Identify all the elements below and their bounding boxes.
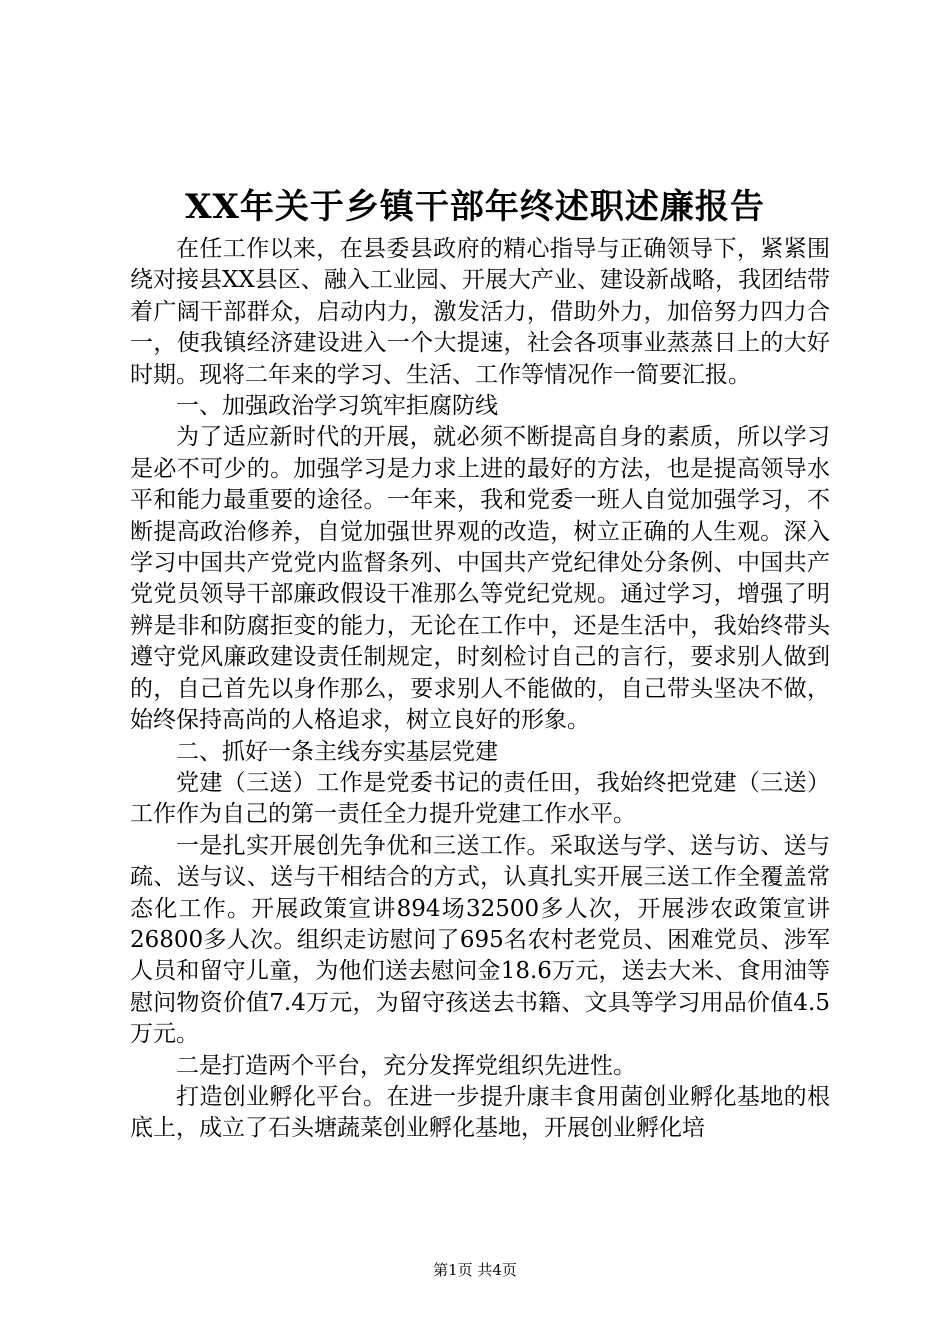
paragraph-study: 为了适应新时代的开展，就必须不断提高自身的素质，所以学习是必不可少的。加强学习是力求上进的最好的方法，也是提高领导水平和能力最重要的途径。一年来，我和党委一班人自觉加强学习，不断提高政治修养，自觉加强世界观的改造，树立正确的人生观。深入学习中国共产党党内监督条列、中国共产党纪律处分条例、中国共产党党员领导干部廉政假设干准那么等党纪党规。通过学习，增强了明辨是非和防腐拒变的能力，无论在工作中，还是生活中，我始终带头遵守党风廉政建设责任制规定，时刻检讨自己的言行，要求别人做到的，自己首先以身作那么，要求别人不能做的，自己带头坚决不做，始终保持高尚的人格追求，树立良好的形象。 (130, 424, 830, 734)
paragraph-two-platforms: 二是打造两个平台，充分发挥党组织先进性。 (176, 1052, 636, 1079)
paragraph-incubation: 打造创业孵化平台。在进一步提升康丰食用菌创业孵化基地的根底上，成立了石头塘蔬菜创业孵化基地，开展创业孵化培 (130, 1083, 830, 1142)
section-heading-2: 二、抓好一条主线夯实基层党建 (176, 738, 498, 765)
paragraph-party-building: 党建（三送）工作是党委书记的责任田，我始终把党建（三送）工作作为自己的第一责任全力提升党建工作水平。 (130, 769, 830, 828)
document-body (130, 234, 830, 1145)
document-title: XX年关于乡镇干部年终述职述廉报告 (185, 187, 765, 227)
page-footer: 第1页 共4页 (433, 1261, 517, 1279)
section-heading-1: 一、加强政治学习筑牢拒腐防线 (176, 393, 498, 420)
paragraph-three-sends: 一是扎实开展创先争优和三送工作。采取送与学、送与访、送与疏、送与议、送与干相结合的方式，认真扎实开展三送工作全覆盖常态化工作。开展政策宣讲894场32500多人次，开展涉农政策宣讲26800多人次。组织走访慰问了695名农村老党员、困难党员、涉军人员和留守儿童，为他们送去慰问金18.6万元，送去大米、食用油等慰问物资价值7.4万元，为留守孩送去书籍、文具等学习用品价值4.5万元。 (130, 832, 830, 1048)
paragraph-intro: 在任工作以来，在县委县政府的精心指导与正确领导下，紧紧围绕对接县XX县区、融入工业园、开展大产业、建设新战略，我团结带着广阔干部群众，启动内力，激发活力，借助外力，加倍努力四力合一，使我镇经济建设进入一个大提速，社会各项事业蒸蒸日上的大好时期。现将二年来的学习、生活、工作等情况作一简要汇报。 (130, 236, 830, 388)
